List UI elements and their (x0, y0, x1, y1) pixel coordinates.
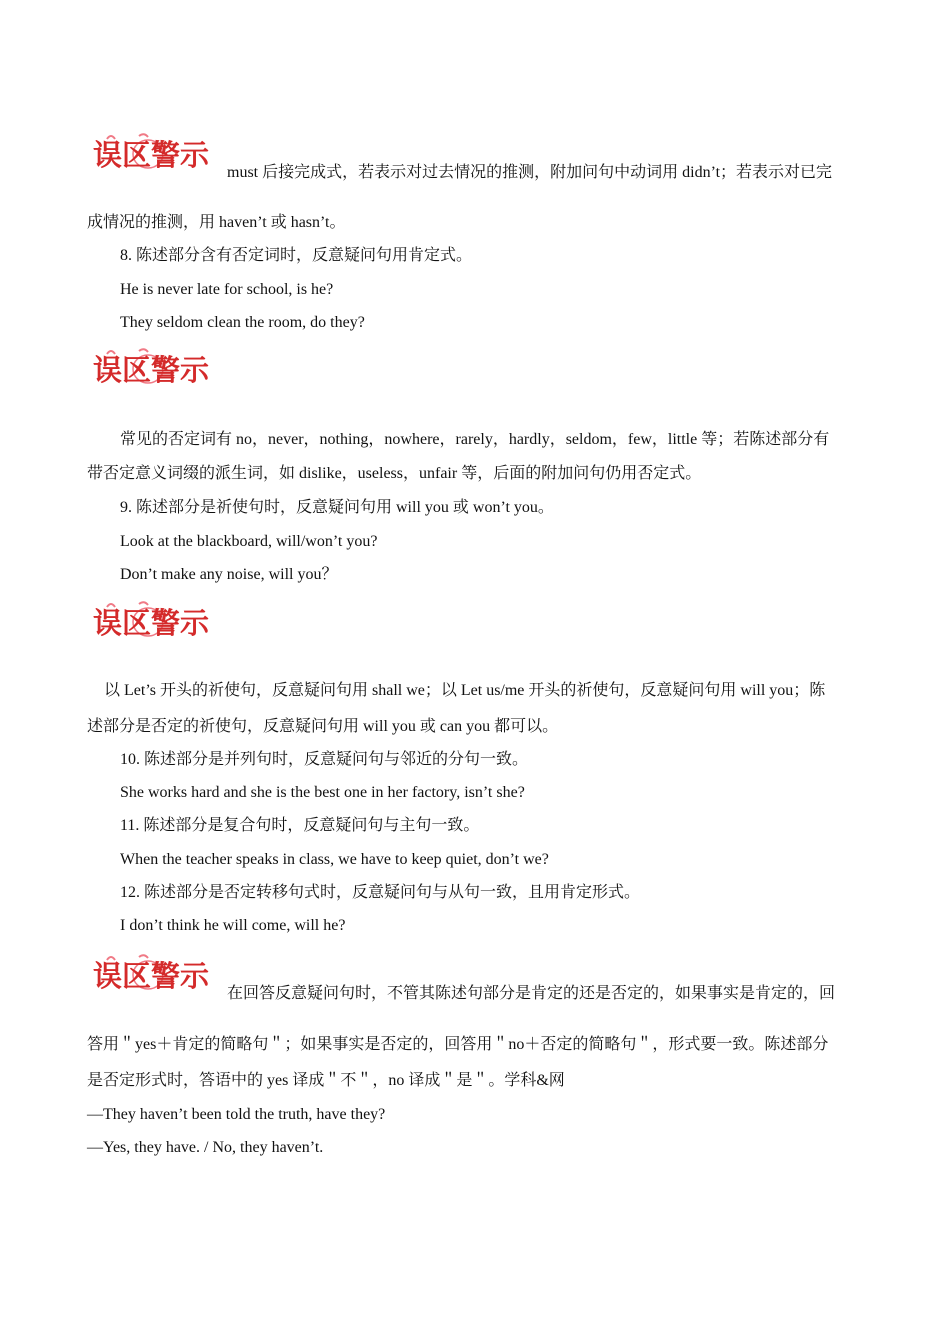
warning-badge-icon (93, 600, 215, 642)
svg-text:误区警示: 误区警示 (93, 138, 210, 172)
warning-1-line-1: must 后接完成式，若表示对过去情况的推测，附加问句中动词用 didn’t；若表示对已完 (227, 164, 833, 181)
example-11: When the teacher speaks in class, we have to keep quiet, don’t we? (120, 851, 549, 868)
warning-4-line-1: 在回答反意疑问句时，不管其陈述句部分是肯定的还是否定的，如果事实是肯定的，回 (227, 985, 836, 1002)
rule-12: 12. 陈述部分是否定转移句式时，反意疑问句与从句一致，且用肯定形式。 (120, 884, 641, 901)
example-10: She works hard and she is the best one in her factory, isn’t she? (120, 784, 525, 801)
svg-text:误区警示: 误区警示 (93, 606, 210, 640)
rule-10: 10. 陈述部分是并列句时，反意疑问句与邻近的分句一致。 (120, 751, 529, 768)
rule-9: 9. 陈述部分是祈使句时，反意疑问句用 will you 或 won’t you。 (120, 499, 554, 516)
dialog-answer: —Yes, they have. / No, they haven’t. (87, 1139, 324, 1156)
warning-badge-icon (93, 953, 215, 995)
dialog-question: —They haven’t been told the truth, have they? (87, 1106, 386, 1123)
rule-11: 11. 陈述部分是复合句时，反意疑问句与主句一致。 (120, 817, 480, 834)
svg-text:误区警示: 误区警示 (93, 353, 210, 387)
example-9a: Look at the blackboard, will/won’t you? (120, 533, 378, 550)
warning-badge-icon (93, 347, 215, 389)
warning-1-line-2: 成情况的推测，用 haven’t 或 hasn’t。 (87, 214, 346, 231)
example-9b: Don’t make any noise, will you？ (120, 566, 338, 583)
warning-3-line-2: 述部分是否定的祈使句，反意疑问句用 will you 或 can you 都可以。 (87, 718, 559, 735)
warning-2-line-2: 带否定意义词缀的派生词，如 dislike，useless，unfair 等，后面的附加问句仍用否定式。 (87, 465, 702, 482)
warning-3-line-1: 以 Let’s 开头的祈使句，反意疑问句用 shall we；以 Let us/me 开头的祈使句，反意疑问句用 will you；陈 (104, 682, 826, 699)
example-12: I don’t think he will come, will he? (120, 917, 346, 934)
example-8b: They seldom clean the room, do they? (120, 314, 365, 331)
rule-8: 8. 陈述部分含有否定词时，反意疑问句用肯定式。 (120, 247, 473, 264)
warning-4-line-3: 是否定形式时，答语中的 yes 译成＂不＂，no 译成＂是＂。学科&网 (87, 1072, 565, 1089)
example-8a: He is never late for school, is he? (120, 281, 334, 298)
warning-badge-icon (93, 132, 215, 174)
svg-text:误区警示: 误区警示 (93, 959, 210, 993)
warning-4-line-2: 答用＂yes＋肯定的简略句＂；如果事实是否定的，回答用＂no＋否定的简略句＂，形式要一致。陈述部分 (87, 1036, 829, 1053)
warning-2-line-1: 常见的否定词有 no，never，nothing，nowhere，rarely，hardly，seldom，few，little 等；若陈述部分有 (120, 431, 830, 448)
